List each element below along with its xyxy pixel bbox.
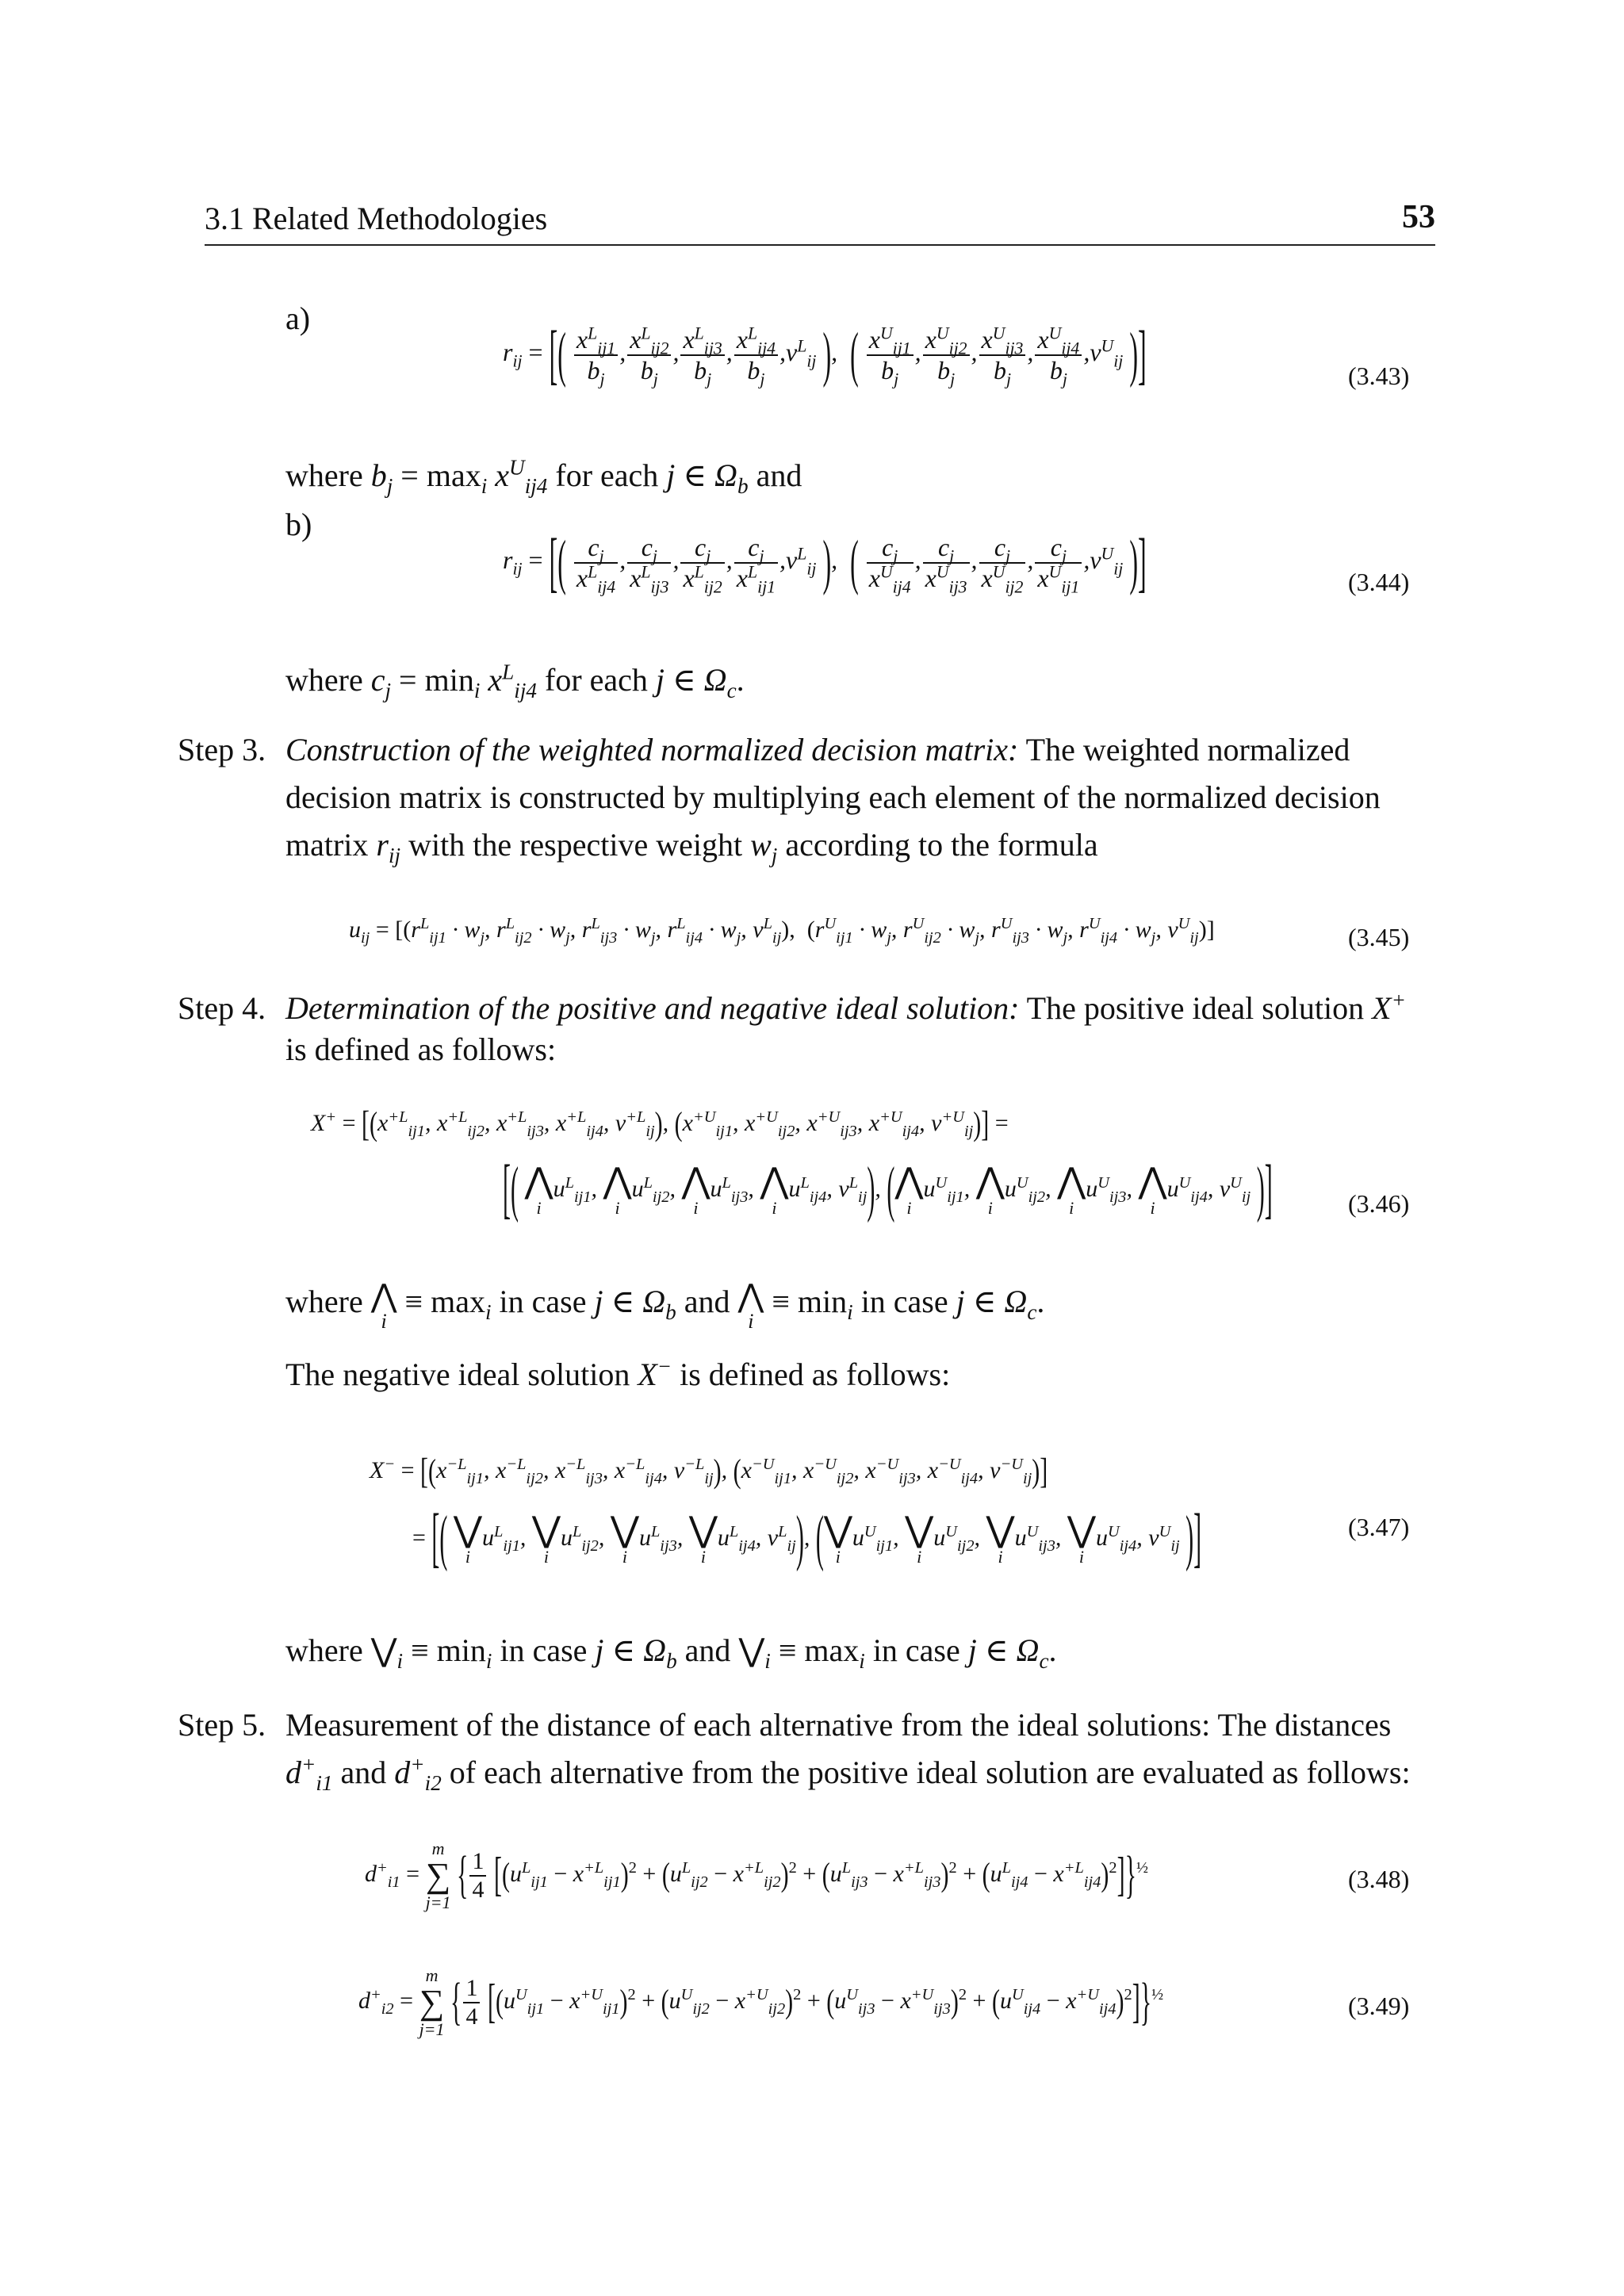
text-fragment: ≡ min — [764, 1284, 848, 1319]
equation-number-3-45: (3.45) — [1348, 923, 1410, 951]
equation-3-47-line-2: = [( ⋁ i $u^L_{ij1}$, ⋁ i $u^L_{ij2}$, ⋁ i $u^L_{ij3}$, ⋁ i $u^L_{ij4}$, $v^L_{ij}$), ( ⋁ i $u^U_{ij1}$, ⋁ i $u^U_{ij2}$, ⋁ i $u^U_{ij3}$, ⋁ i $u^U_{ij4}$, $v^U_{ij}$ )] — [412, 1502, 1202, 1575]
text-fragment: ≡ max — [770, 1632, 860, 1668]
text-fragment: where — [285, 662, 371, 698]
equation-number-3-47: (3.47) — [1348, 1513, 1410, 1541]
where-wedge-line: where ⋀ i ≡ $\max_i$ in case j ∈ $\Omega_b$ and ⋀ i ≡ $\min_i$ in case j ∈ $\Omega_c$. — [285, 1278, 1045, 1334]
text-fragment: with the respective weight — [400, 827, 751, 863]
text-fragment: in case — [864, 1632, 968, 1668]
step-3-line-1 — [285, 726, 1350, 774]
text-fragment: in case — [491, 1284, 595, 1319]
text-fragment: matrix — [285, 827, 377, 863]
negative-ideal-intro: The negative ideal solution X− is defined as follows: — [285, 1354, 951, 1392]
text-fragment: where — [285, 1632, 371, 1668]
section-title: 3.1 Related Methodologies — [205, 201, 548, 236]
text-fragment: and — [748, 457, 802, 493]
where-cj-line: where $c_j = \min_i x^L_{ij4}$ for each j ∈ $\Omega_c$. — [285, 660, 745, 702]
text-fragment: ≡ max — [396, 1284, 485, 1319]
step-4-line-1: Determination of the positive and negative ideal solution: The positive ideal solution X+ — [285, 988, 1406, 1026]
where-bj-line: where $b_j = \max_i x^U_{ij4}$ for each j ∈ $\Omega_b$ and — [285, 455, 802, 498]
equation-3-44: $r_{ij}$ = [( $\frac{c_j}{x^L_{ij4}}$ , $\frac{c_j}{x^L_{ij3}}$ , $\frac{c_j}{x^L_{ij2}}$ , $\frac{c_j}{x^L_{ij1}}$ $,v^L_{ij}$ ), ( $\frac{c_j}{x^U_{ij4}}$ , $\frac{c_j}{x^U_{ij3}}$ , $\frac{c_j}{x^U_{ij2}}$ , $\frac{c_j}{x^U_{ij1}}$ $,v^U_{ij}$ )] — [503, 524, 1147, 599]
text-fragment: where — [285, 457, 371, 493]
text-fragment: and — [332, 1755, 395, 1790]
step-4-title: Determination of the positive and negative ideal solution: — [285, 990, 1020, 1026]
equation-3-46-line-2: [( ⋀ i $u^L_{ij1}$, ⋀ i $u^L_{ij2}$, ⋀ i $u^L_{ij3}$, ⋀ i $u^L_{ij4}$, $v^L_{ij}$), ( ⋀ i $u^U_{ij1}$, ⋀ i $u^U_{ij2}$, ⋀ i $u^U_{ij3}$, ⋀ i $u^U_{ij4}$, $v^U_{ij}$ )] — [503, 1153, 1273, 1226]
text-fragment: in case — [852, 1284, 956, 1319]
text-fragment: is defined as follows: — [672, 1357, 951, 1392]
equation-number-3-49: (3.49) — [1348, 1992, 1410, 2020]
text-fragment: where — [285, 1284, 371, 1319]
equation-3-43: $r_{ij}$ = [( $\frac{x^L_{ij1}}{b_j}$ , $\frac{x^L_{ij2}}{b_j}$ , $\frac{x^L_{ij3}}{b_j}$ , $\frac{x^L_{ij4}}{b_j}$ $,v^L_{ij}$ ), ( $\frac{x^U_{ij1}}{b_j}$ , $\frac{x^U_{ij2}}{b_j}$ , $\frac{x^U_{ij3}}{b_j}$ , $\frac{x^U_{ij4}}{b_j}$ $,v^U_{ij}$ )] — [503, 316, 1147, 392]
step-4-line-2: is defined as follows: — [285, 1031, 557, 1067]
equation-3-46-line-1: $X^+ = [(x^{+L}_{ij1}$, $x^{+L}_{ij2}$, $x^{+L}_{ij3}$, $x^{+L}_{ij4}$, $v^{+L}_{ij}$), ($x^{+U}_{ij1}$, $x^{+U}_{ij2}$, $x^{+U}_{ij3}$, $x^{+U}_{ij4}$, $v^{+U}_{ij}$)] = — [311, 1104, 1009, 1145]
item-label-a: a) — [285, 300, 311, 336]
equation-3-48: $d^+_{i1}$ = m ∑ j=1 { $\frac{1}{4}$ $[(u^L_{ij1} - x^{+L}_{ij1})^2 + (u^L_{ij2} - x^{+L}_{ij2})^2 + (u^L_{ij3} - x^{+L}_{ij3})^2 + (u^L_{ij4} - x^{+L}_{ij4})^2]\}^{\frac{1}{2}}$ — [365, 1839, 1148, 1912]
equation-3-49: $d^+_{i2}$ = m ∑ j=1 { $\frac{1}{4}$ $[(u^U_{ij1} - x^{+U}_{ij1})^2 + (u^U_{ij2} - x^{+U}_{ij2})^2 + (u^U_{ij3} - x^{+U}_{ij3})^2 + (u^U_{ij4} - x^{+U}_{ij4})^2]\}^{\frac{1}{2}}$ — [358, 1965, 1164, 2039]
text-fragment: and — [676, 1632, 739, 1668]
step-5-label: Step 5. — [178, 1707, 266, 1743]
equation-3-47-line-1: $X^- = [(x^{-L}_{ij1}$, $x^{-L}_{ij2}$, $x^{-L}_{ij3}$, $x^{-L}_{ij4}$, $v^{-L}_{ij}$), ($x^{-U}_{ij1}$, $x^{-U}_{ij2}$, $x^{-U}_{ij3}$, $x^{-U}_{ij4}$, $v^{-U}_{ij}$)] — [370, 1452, 1048, 1492]
text-fragment: for each — [537, 662, 656, 698]
text-fragment: for each — [547, 457, 667, 493]
where-vee-line: where $⋁_i \equiv \min_i$ in case j ∈ $\Omega_b$ and $⋁_i \equiv \max_i$ in case j ∈ $\Omega_c$. — [285, 1632, 1057, 1673]
step-3-title: Construction of the weighted normalized decision matrix: — [285, 732, 1019, 767]
text-fragment: and — [676, 1284, 738, 1319]
text-fragment: The weighted normalized — [1018, 732, 1350, 767]
step-3-line-3: matrix $r_{ij}$ with the respective weight $w_j$ according to the formula — [285, 827, 1098, 867]
step-5-line-1: Measurement of the distance of each alternative from the ideal solutions: The distances — [285, 1707, 1392, 1743]
equation-number-3-44: (3.44) — [1348, 568, 1410, 596]
text-fragment: ≡ min — [403, 1632, 486, 1668]
equation-number-3-46: (3.46) — [1348, 1189, 1410, 1218]
step-3-line-2: decision matrix is constructed by multiplying each element of the normalized decision — [285, 779, 1381, 815]
equation-3-45: $u_{ij} = [(r^L_{ij1} \cdot w_j$, $r^L_{ij2} \cdot w_j$, $r^L_{ij3} \cdot w_j$, $r^L_{ij4} \cdot w_j$, $v^L_{ij}$), ($r^U_{ij1} \cdot w_j$, $r^U_{ij2} \cdot w_j$, $r^U_{ij3} \cdot w_j$, $r^U_{ij4} \cdot w_j$, $v^U_{ij}$)] — [349, 915, 1215, 947]
text-fragment: The positive ideal solution — [1019, 990, 1373, 1026]
text-fragment: in case — [492, 1632, 596, 1668]
step-3-label: Step 3. — [178, 732, 266, 767]
text-fragment: of each alternative from the positive ideal solution are evaluated as follows: — [441, 1755, 1411, 1790]
step-5-line-2: $d^+_{i1}$ and $d^+_{i2}$ of each alternative from the positive ideal solution are evaluated as follows: — [285, 1752, 1411, 1795]
step-4-label: Step 4. — [178, 990, 266, 1026]
item-label-b: b) — [285, 507, 312, 542]
text-fragment: according to the formula — [777, 827, 1098, 863]
page-number: 53 — [1402, 199, 1435, 235]
equation-number-3-48: (3.48) — [1348, 1865, 1410, 1893]
equation-number-3-43: (3.43) — [1348, 362, 1410, 390]
running-header — [205, 197, 1435, 246]
text-fragment: The negative ideal solution — [285, 1357, 638, 1392]
